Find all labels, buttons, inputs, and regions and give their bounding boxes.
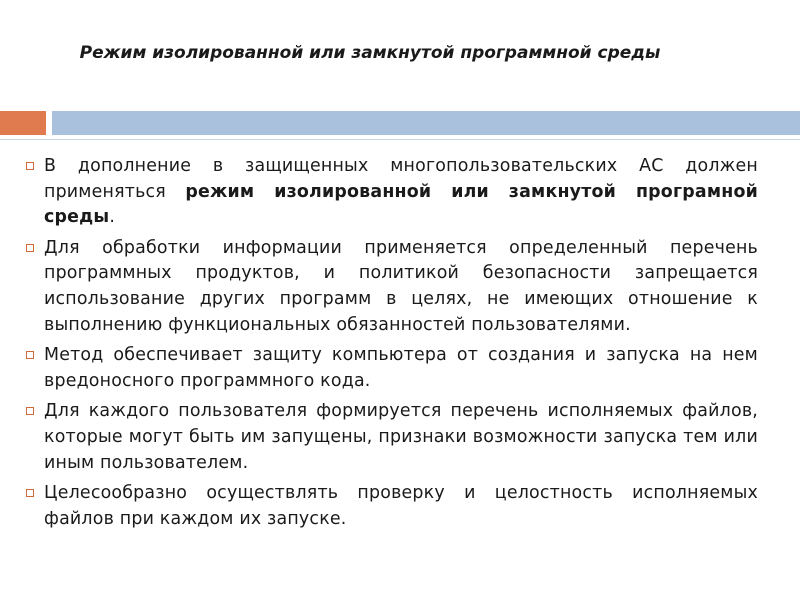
bullet-item xyxy=(26,154,758,231)
square-bullet-icon xyxy=(26,162,34,170)
bullet-item xyxy=(26,481,758,532)
square-bullet-icon xyxy=(26,351,34,359)
bullet-text-end: . xyxy=(109,207,116,228)
bullet-text: В дополнение в защищенных многопользовательских АС должен применяться xyxy=(44,156,758,202)
slide-title: Режим изолированной или замкнутой программной среды xyxy=(79,43,661,63)
bullet-item xyxy=(26,399,758,476)
divider-line xyxy=(0,139,800,140)
bullet-text: Целесообразно осуществлять проверку и целостность исполняемых файлов при каждом их запуске. xyxy=(44,483,758,529)
square-bullet-icon xyxy=(26,407,34,415)
bullet-item xyxy=(26,343,758,394)
bullet-bold-text: режим изолированной или замкнутой програмной среды xyxy=(44,181,758,228)
bullet-list xyxy=(26,154,758,537)
bullet-text: Метод обеспечивает защиту компьютера от создания и запуска на нем вредоносного программного кода. xyxy=(44,345,758,391)
square-bullet-icon xyxy=(26,244,34,252)
accent-bar-orange xyxy=(0,111,46,135)
square-bullet-icon xyxy=(26,489,34,497)
bullet-text: Для каждого пользователя формируется перечень исполняемых файлов, которые могут быть им запущены, признаки возможности запуска тем или иным пользователем. xyxy=(44,401,758,473)
bullet-text: Для обработки информации применяется определенный перечень программных продуктов, и политикой безопасности запрещается использование других программ в целях, не имеющих отношение к выполнению функциональных обязанностей пользователями. xyxy=(44,237,758,335)
accent-bar-blue xyxy=(52,111,800,135)
bullet-item xyxy=(26,236,758,338)
